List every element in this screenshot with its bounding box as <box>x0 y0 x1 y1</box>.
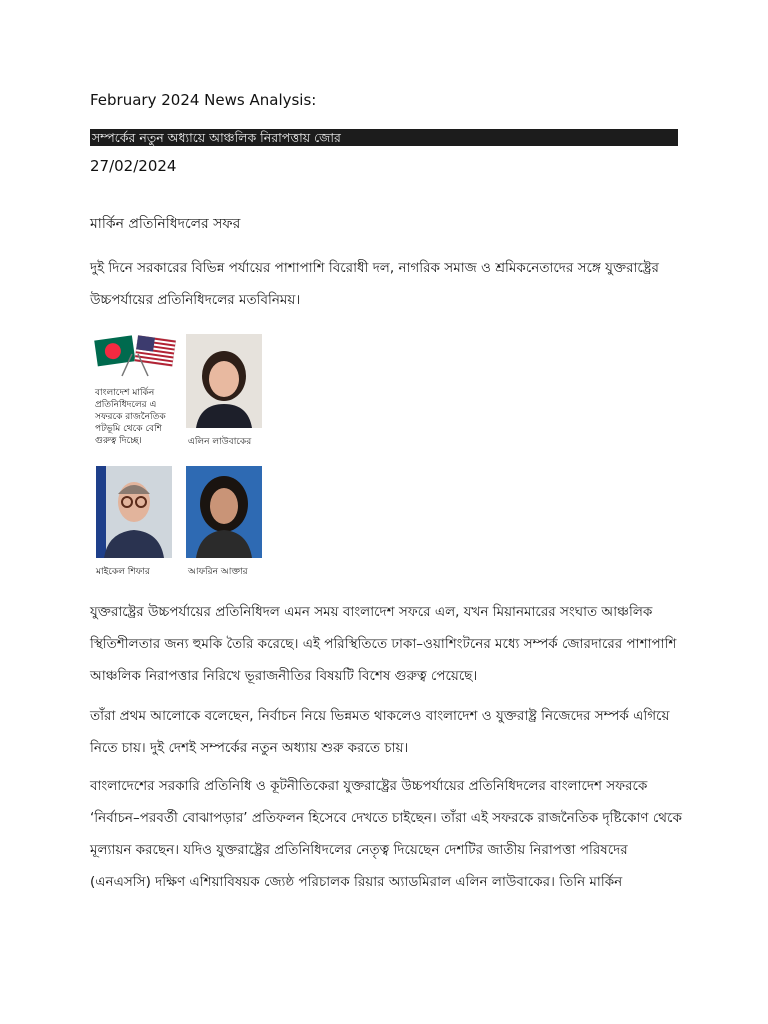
headline: সম্পর্কের নতুন অধ্যায়ে আঞ্চলিক নিরাপত্তায় জোর <box>92 130 341 145</box>
portrait-caption: এলিন লাউবাকের <box>188 437 252 447</box>
headline-bar <box>90 129 678 146</box>
portrait-photo <box>96 466 172 558</box>
portrait-card <box>186 334 262 428</box>
article-subheading: মার্কিন প্রতিনিধিদলের সফর <box>90 216 241 232</box>
portrait-caption: মাইকেল শিফার <box>96 567 150 577</box>
portrait-caption: আফরিন আক্তার <box>188 567 248 577</box>
article-paragraph: যুক্তরাষ্ট্রের উচ্চপর্যায়ের প্রতিনিধিদল এমন সময় বাংলাদেশ সফরে এল, যখন মিয়ানমারের সংঘাত আঞ্চলিক স্থিতিশীলতার জন্য হুমকি তৈরি করেছে। এই পরিস্থিতিতে ঢাকা–ওয়াশিংটনের মধ্যে সম্পর্ক জোরদারের পাশাপাশি আঞ্চলিক নিরাপত্তার নিরিখে ভূরাজনীতির বিষয়টি বিশেষ গুরুত্ব পেয়েছে। <box>90 604 677 684</box>
portrait-card <box>96 466 172 558</box>
document-date: 27/02/2024 <box>90 157 177 175</box>
article-lead: দুই দিনে সরকারের বিভিন্ন পর্যায়ের পাশাপাশি বিরোধী দল, নাগরিক সমাজ ও শ্রমিকনেতাদের সঙ্গে যুক্তরাষ্ট্রের উচ্চপর্যায়ের প্রতিনিধিদলের মতবিনিময়। <box>90 260 659 308</box>
portrait-card <box>186 466 262 558</box>
flags-illustration <box>92 330 178 380</box>
document-title: February 2024 News Analysis: <box>90 91 317 109</box>
portrait-photo <box>186 466 262 558</box>
portrait-photo <box>186 334 262 428</box>
article-paragraph: বাংলাদেশের সরকারি প্রতিনিধি ও কূটনীতিকেরা যুক্তরাষ্ট্রের উচ্চপর্যায়ের প্রতিনিধিদলের বাংলাদেশ সফরকে ‘নির্বাচন–পরবর্তী বোঝাপড়ার’ প্রতিফলন হিসেবে দেখতে চাইছেন। তাঁরা এই সফরকে রাজনৈতিক দৃষ্টিকোণ থেকে মূল্যায়ন করছেন। যদিও যুক্তরাষ্ট্রের প্রতিনিধিদলের নেতৃত্ব দিয়েছেন দেশটির জাতীয় নিরাপত্তা পরিষদের (এনএসসি) দক্ষিণ এশিয়াবিষয়ক জ্যেষ্ঠ পরিচালক রিয়ার অ্যাডমিরাল এলিন লাউবাকের। তিনি মার্কিন <box>90 778 682 890</box>
flags-caption: বাংলাদেশ মার্কিন প্রতিনিধিদলের এ সফরকে রাজনৈতিক পটভূমি থেকে বেশি গুরুত্ব দিচ্ছে। <box>95 388 166 446</box>
article-paragraph: তাঁরা প্রথম আলোকে বলেছেন, নির্বাচন নিয়ে ভিন্নমত থাকলেও বাংলাদেশ ও যুক্তরাষ্ট্র নিজেদের সম্পর্ক এগিয়ে নিতে চায়। দুই দেশই সম্পর্কের নতুন অধ্যায় শুরু করতে চায়। <box>90 708 670 756</box>
